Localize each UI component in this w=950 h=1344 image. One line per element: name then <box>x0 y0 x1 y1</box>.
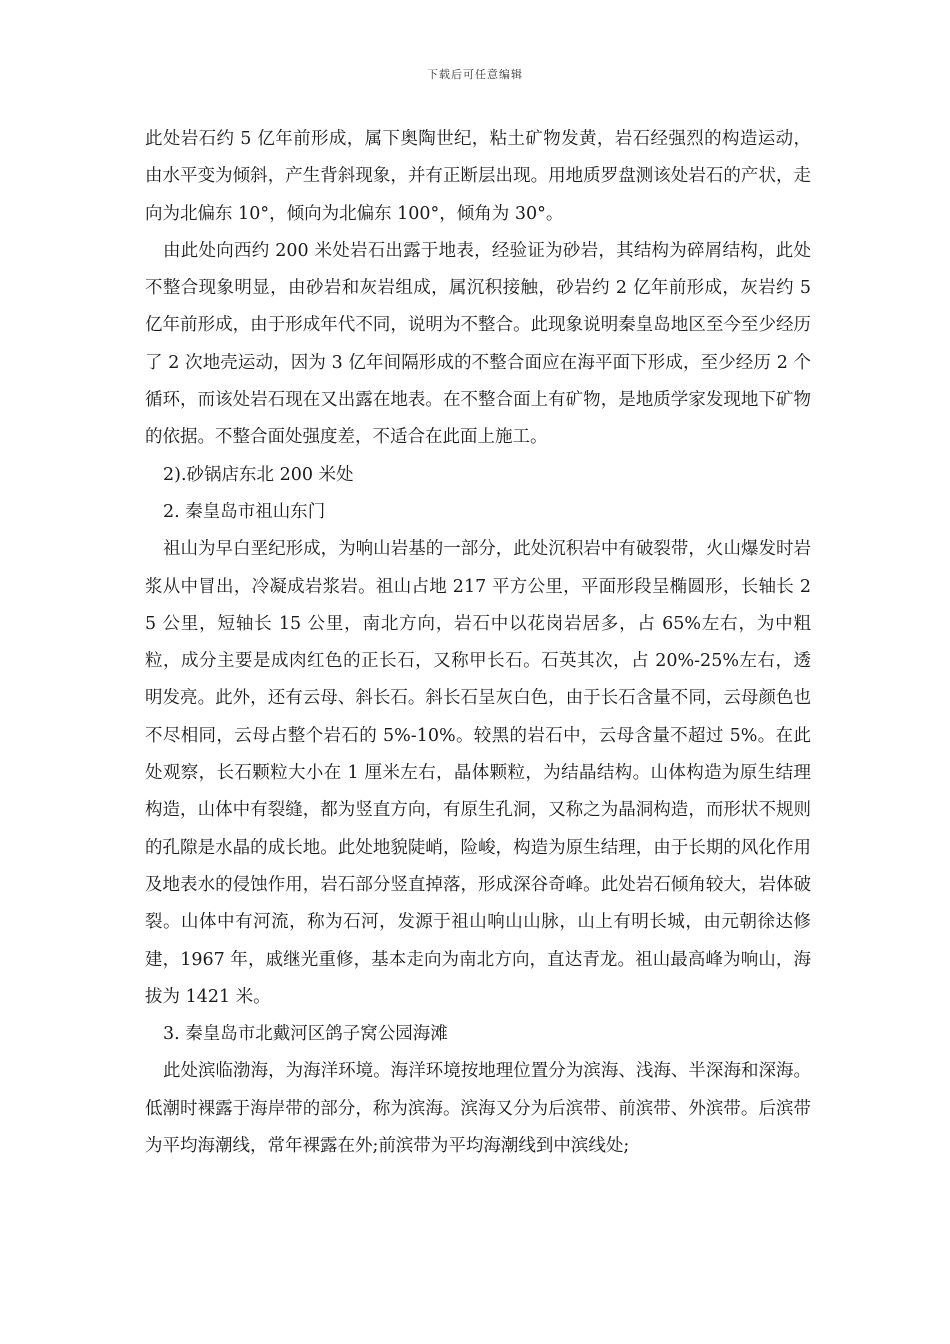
paragraph-zushan: 祖山为早白垩纪形成，为响山岩基的一部分，此处沉积岩中有破裂带，火山爆发时岩浆从中冒出，冷凝成岩浆岩。祖山占地 217 平方公里，平面形段呈椭圆形，长轴长 25 公里，短轴长 15 公里，南北方向，岩石中以花岗岩居多，占 65%左右，为中粗粒，成分主要是成肉红色的正长石，又称甲长石。石英其次，占 20%-25%左右，透明发亮。此外，还有云母、斜长石。斜长石呈灰白色，由于长石含量不同，云母颜色也不尽相同，云母占整个岩石的 5%-10%。较黑的岩石中，云母含量不超过 5%。在此处观察，长石颗粒大小在 1 厘米左右，晶体颗粒，为结晶结构。山体构造为原生结理构造，山体中有裂缝，都为竖直方向，有原生孔洞，又称之为晶洞构造，而形状不规则的孔隙是水晶的成长地。此处地貌陡峭，险峻，构造为原生结理，由于长期的风化作用及地表水的侵蚀作用，岩石部分竖直掉落，形成深谷奇峰。此处岩石倾角较大，岩体破裂。山体中有河流，称为石河，发源于祖山响山山脉，山上有明长城，由元朝徐达修建，1967 年，戚继光重修，基本走向为南北方向，直达青龙。祖山最高峰为响山，海拔为 1421 米。 <box>145 539 811 1007</box>
section-heading-shaguodian: 2).砂锅店东北 200 米处 <box>163 464 354 485</box>
paragraph-unconformity: 由此处向西约 200 米处岩石出露于地表，经验证为砂岩，其结构为碎屑结构，此处不整合现象明显，由砂岩和灰岩组成，属沉积接触，砂岩约 2 亿年前形成，灰岩约 5 亿年前形成，由于形成年代不同，说明为不整合。此现象说明秦皇岛地区至今至少经历了 2 次地壳运动，因为 3 亿年间隔形成的不整合面应在海平面下形成，至少经历 2 个循环，而该处岩石现在又出露在地表。在不整合面上有矿物，是地质学家发现地下矿物的依据。不整合面处强度差，不适合在此面上施工。 <box>145 240 817 448</box>
section-heading-geziwo: 3. 秦皇岛市北戴河区鸽子窝公园海滩 <box>163 1024 448 1045</box>
section-heading-zushan: 2. 秦皇岛市祖山东门 <box>163 501 326 522</box>
document-body <box>145 121 817 1165</box>
paragraph-coastal-environment: 此处滨临渤海，为海洋环境。海洋环境按地理位置分为滨海、浅海、半深海和深海。低潮时裸露于海岸带的部分，称为滨海。滨海又分为后滨带、前滨带、外滨带。后滨带为平均海潮线，常年裸露在外;前滨带为平均海潮线到中滨线处; <box>145 1061 811 1157</box>
paragraph-rock-attitude: 此处岩石约 5 亿年前形成，属下奥陶世纪，粘土矿物发黄，岩石经强烈的构造运动，由水平变为倾斜，产生背斜现象，并有正断层出现。用地质罗盘测该处岩石的产状，走向为北偏东 10°，倾向为北偏东 100°，倾角为 30°。 <box>145 129 811 224</box>
page-header: 下载后可任意编辑 <box>427 68 523 81</box>
